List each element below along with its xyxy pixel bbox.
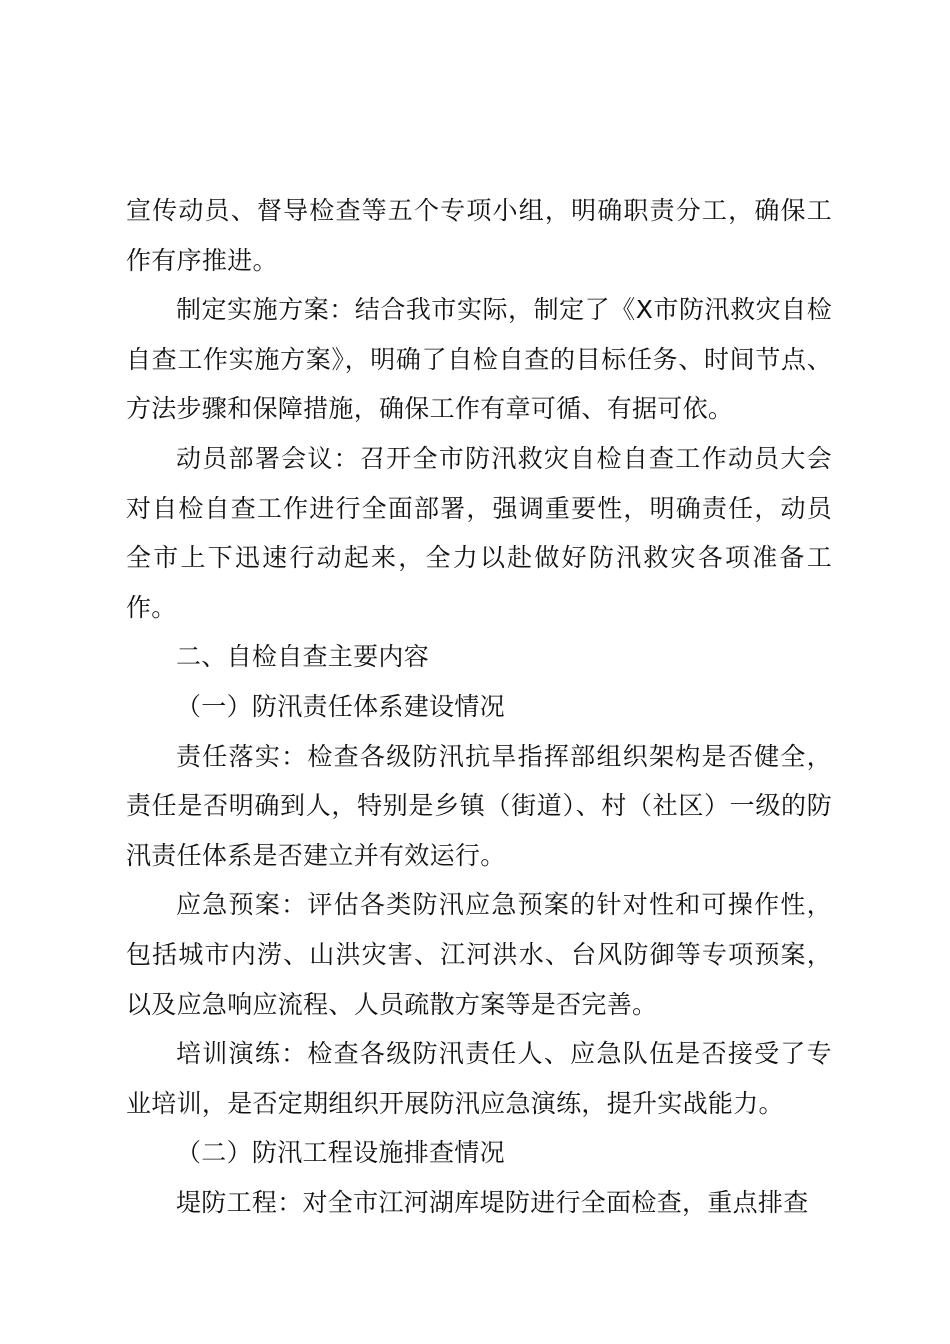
subsection-heading-1: （一）防汛责任体系建设情况 <box>176 691 505 721</box>
paragraph-continuation: 宣传动员、督导检查等五个专项小组，明确职责分工，确保工作有序推进。 <box>126 196 832 275</box>
subsection-heading-2: （二）防汛工程设施排查情况 <box>176 1138 505 1168</box>
paragraph-responsibility: 责任落实：检查各级防汛抗旱指挥部组织架构是否健全，责任是否明确到人，特别是乡镇（街道）、村（社区）一级的防汛责任体系是否建立并有效运行。 <box>126 741 832 870</box>
section-heading: 二、自检自查主要内容 <box>176 642 430 672</box>
document-body <box>126 186 832 1227</box>
paragraph-implementation-plan: 制定实施方案：结合我市实际，制定了《X市防汛救灾自检自查工作实施方案》，明确了自检自查的目标任务、时间节点、方法步骤和保障措施，确保工作有章可循、有据可依。 <box>126 295 832 424</box>
paragraph-emergency-plan: 应急预案：评估各类防汛应急预案的针对性和可操作性，包括城市内涝、山洪灾害、江河洪水、台风防御等专项预案，以及应急响应流程、人员疏散方案等是否完善。 <box>126 890 832 1019</box>
paragraph-training-drills: 培训演练：检查各级防汛责任人、应急队伍是否接受了专业培训，是否定期组织开展防汛应急演练，提升实战能力。 <box>126 1039 832 1118</box>
paragraph-levee-engineering: 堤防工程：对全市江河湖库堤防进行全面检查，重点排查 <box>176 1187 809 1217</box>
paragraph-mobilization-meeting: 动员部署会议：召开全市防汛救灾自检自查工作动员大会对自检自查工作进行全面部署，强调重要性，明确责任，动员全市上下迅速行动起来，全力以赴做好防汛救灾各项准备工作。 <box>126 443 832 622</box>
